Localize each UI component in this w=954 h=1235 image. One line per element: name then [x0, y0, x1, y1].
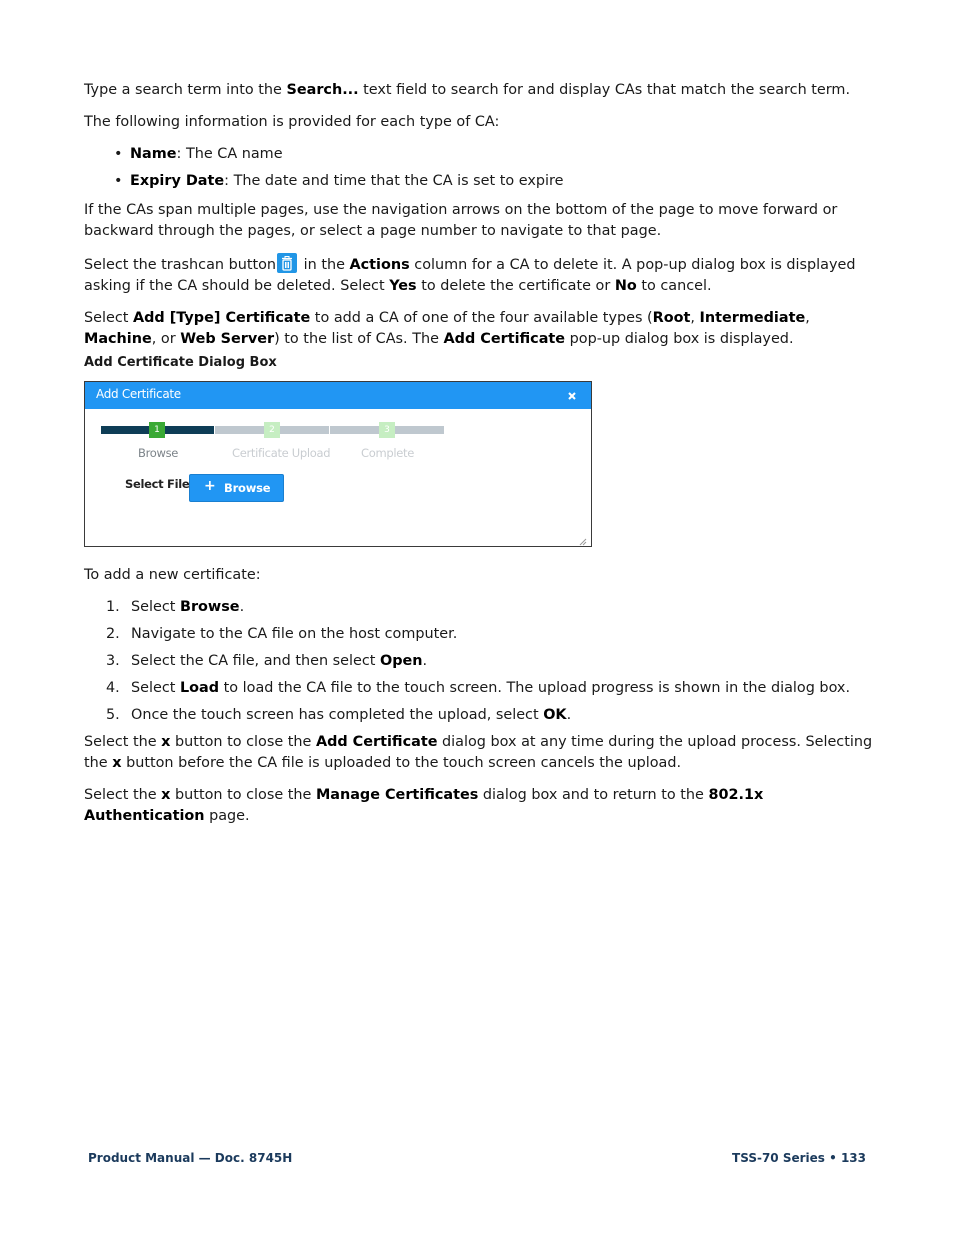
term: Load	[179, 680, 220, 696]
text: Select the	[84, 787, 162, 803]
term: Add [Type] Certificate	[132, 310, 311, 326]
para-add	[84, 308, 874, 350]
text: column for a CA to delete it. A pop-up dialog box is displayed asking if the CA should be deleted. Select	[84, 257, 856, 294]
para-close-add	[84, 732, 874, 774]
list-item	[106, 705, 874, 726]
step-num: 4.	[106, 680, 120, 696]
text: to cancel.	[636, 278, 712, 294]
para-info: The following information is provided for each type of CA:	[84, 114, 500, 130]
text: .	[566, 707, 572, 723]
term: Name	[130, 146, 177, 162]
text: pop-up dialog box is displayed.	[565, 331, 794, 347]
term: Actions	[349, 257, 410, 273]
text: button before the CA file is uploaded to the touch screen cancels the upload.	[121, 755, 682, 771]
step-num: 1.	[106, 599, 120, 615]
text: Type a search term into the	[84, 82, 287, 98]
para-pages: If the CAs span multiple pages, use the navigation arrows on the bottom of the page to move forward or backward through the pages, or select a page number to navigate to that page.	[84, 202, 838, 239]
list-item	[106, 678, 874, 699]
text: Select the CA file, and then select	[131, 653, 380, 669]
term: Open	[379, 653, 423, 669]
dialog-title: Add Certificate	[96, 387, 181, 401]
term: 802.1x Authentication	[84, 787, 764, 824]
text: Select	[84, 310, 133, 326]
text: ) to the list of CAs. The	[274, 331, 444, 347]
text: Select	[131, 680, 180, 696]
term: x	[161, 787, 171, 803]
text: ,	[805, 310, 810, 326]
figure-caption: Add Certificate Dialog Box	[84, 355, 277, 370]
text: button to close the	[170, 734, 316, 750]
close-icon[interactable]	[567, 389, 577, 399]
text: Select the trashcan button	[84, 257, 277, 273]
search-term: Search...	[286, 82, 359, 98]
text: to add a CA of one of the four available types (	[310, 310, 653, 326]
term: Machine	[84, 331, 152, 347]
term: Intermediate	[699, 310, 806, 326]
term: Manage Certificates	[315, 787, 479, 803]
text: dialog box and to return to the	[478, 787, 709, 803]
list-item	[106, 651, 874, 672]
footer-doc: Product Manual — Doc. 8745H	[88, 1151, 293, 1165]
select-file-label: Select File	[125, 477, 190, 491]
text: Once the touch screen has completed the upload, select	[131, 707, 544, 723]
list-item	[106, 624, 874, 645]
text: to delete the certificate or	[416, 278, 615, 294]
text: Navigate to the CA file on the host computer.	[131, 626, 458, 642]
term: Add Certificate	[443, 331, 566, 347]
term: Add Certificate	[315, 734, 438, 750]
browse-button[interactable]	[189, 474, 284, 502]
step-label-upload: Certificate Upload	[232, 446, 331, 460]
step-badge-2: 2	[264, 422, 280, 438]
step-num: 2.	[106, 626, 120, 642]
browse-button-label: Browse	[224, 481, 271, 495]
step-badge-1: 1	[149, 422, 165, 438]
step-badge-3: 3	[379, 422, 395, 438]
step-num: 3.	[106, 653, 120, 669]
text: in the	[299, 257, 350, 273]
term: x	[161, 734, 171, 750]
text: text field to search for and display CAs that match the search term.	[358, 82, 851, 98]
footer-page: TSS-70 Series • 133	[732, 1151, 866, 1165]
list-item	[114, 144, 874, 165]
text: .	[422, 653, 428, 669]
term: Root	[652, 310, 691, 326]
para-trash	[84, 253, 874, 297]
text: .	[239, 599, 245, 615]
step-label-browse: Browse	[138, 446, 179, 460]
para-toadd: To add a new certificate:	[84, 567, 261, 583]
term: x	[112, 755, 122, 771]
info-list	[84, 144, 874, 192]
add-certificate-dialog	[84, 381, 592, 547]
desc: : The date and time that the CA is set to expire	[224, 173, 564, 189]
step-num: 5.	[106, 707, 120, 723]
term: OK	[543, 707, 567, 723]
text: , or	[151, 331, 181, 347]
trashcan-icon	[277, 253, 297, 273]
text: dialog box at any time during the upload process. Selecting the	[84, 734, 873, 771]
dialog-header	[85, 382, 591, 409]
steps-list	[84, 597, 874, 726]
plus-icon: +	[204, 478, 216, 494]
list-item	[106, 597, 874, 618]
step-label-complete: Complete	[361, 446, 415, 460]
para-search	[84, 80, 874, 101]
term: Web Server	[180, 331, 275, 347]
document-body	[84, 80, 874, 827]
resize-handle-icon[interactable]	[579, 534, 587, 542]
text: to load the CA file to the touch screen. The upload progress is shown in the dialog box.	[219, 680, 851, 696]
desc: : The CA name	[176, 146, 283, 162]
upload-stepper	[101, 426, 444, 434]
text: Select	[131, 599, 180, 615]
list-item	[114, 171, 874, 192]
term: No	[614, 278, 637, 294]
term: Browse	[179, 599, 240, 615]
para-close-manage	[84, 785, 874, 827]
term: Yes	[389, 278, 417, 294]
text: button to close the	[170, 787, 316, 803]
term: Expiry Date	[130, 173, 225, 189]
text: Select the	[84, 734, 162, 750]
text: ,	[690, 310, 700, 326]
text: page.	[204, 808, 250, 824]
